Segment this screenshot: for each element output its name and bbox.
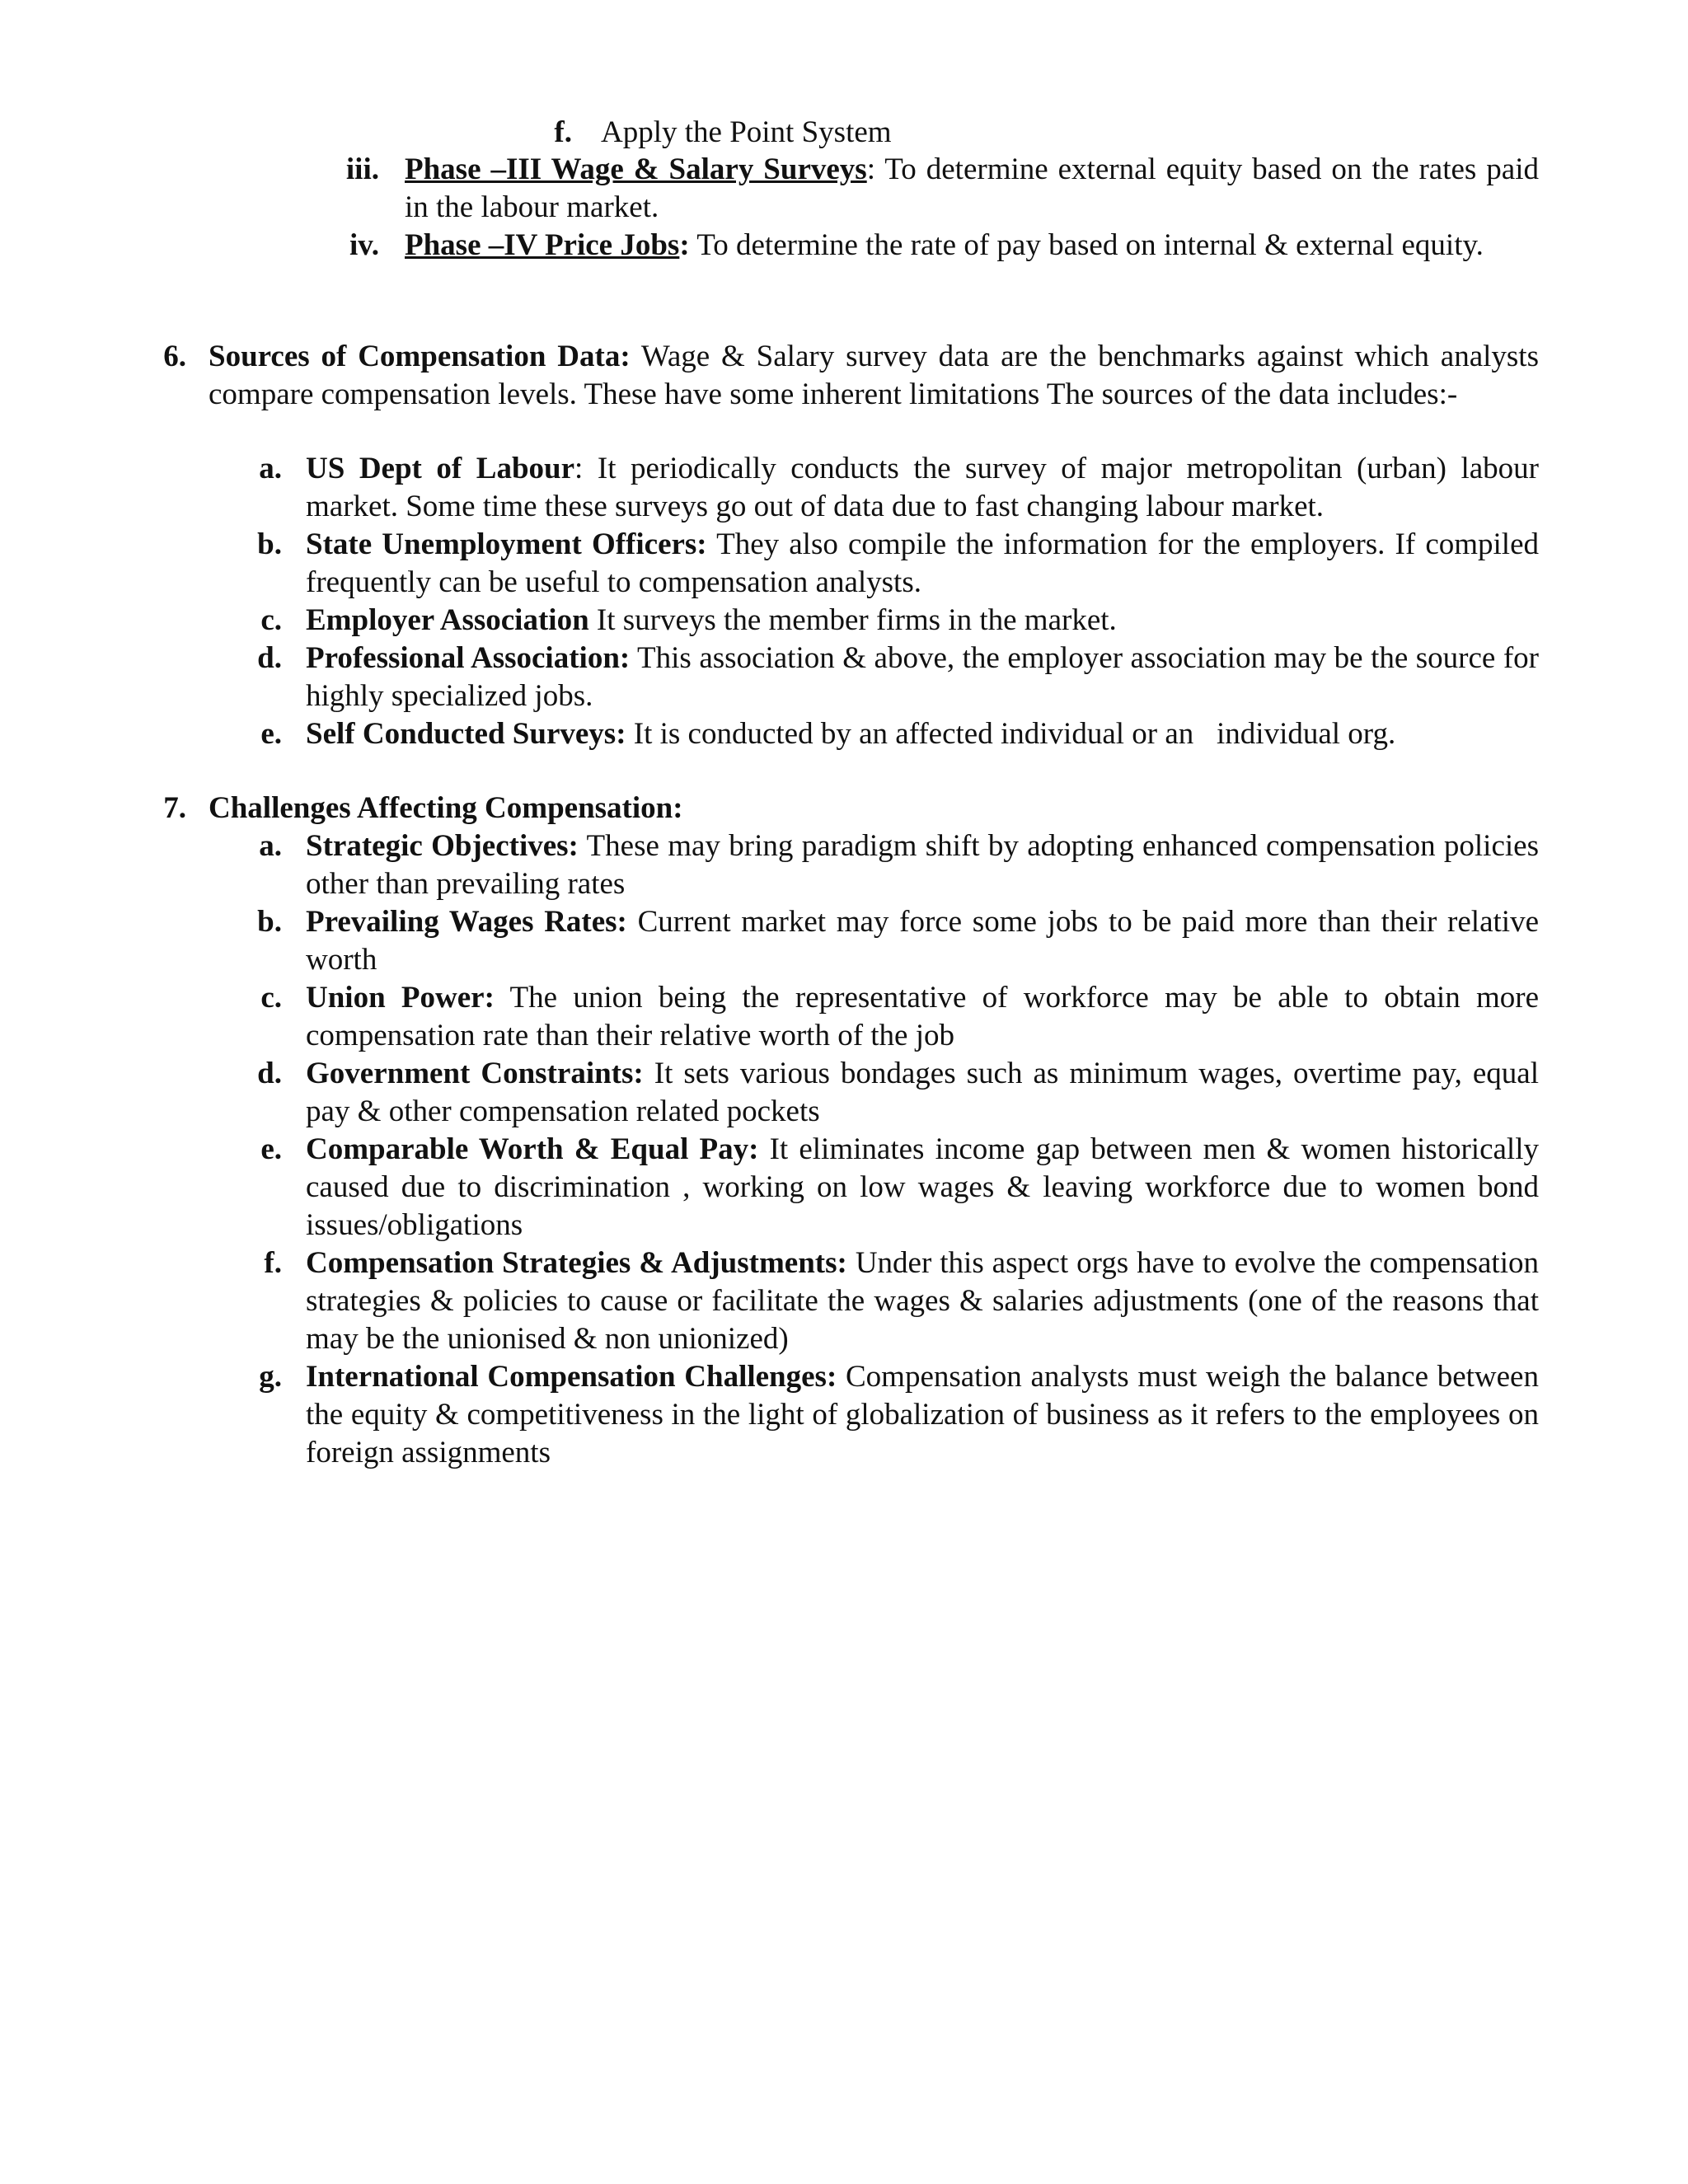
list-marker: b.	[257, 527, 282, 561]
item-term: Union Power:	[306, 981, 495, 1015]
list-marker: f.	[554, 115, 572, 149]
item-text: This association & above, the employer association may be the source for highly specialized jobs.	[306, 641, 1539, 713]
list-marker: b.	[257, 905, 282, 939]
list-marker: a.	[259, 829, 282, 863]
section-number: 6.	[163, 340, 186, 373]
item-term: Government Constraints:	[306, 1057, 644, 1090]
item-term: Self Conducted Surveys:	[306, 717, 626, 751]
list-item-body	[306, 602, 1539, 640]
item-term: International Compensation Challenges:	[306, 1360, 837, 1394]
item-term: Comparable Worth & Equal Pay:	[306, 1132, 759, 1166]
list-marker: iii.	[345, 152, 379, 186]
item-term: Compensation Strategies & Adjustments:	[306, 1246, 847, 1280]
list-marker: d.	[257, 641, 282, 675]
item-text: It eliminates income gap between men & women historically caused due to discrimination , working on low wages & leaving workforce due to women bond issues/obligations	[306, 1132, 1539, 1242]
section-number: 7.	[163, 791, 186, 825]
item-text: : It periodically conducts the survey of major metropolitan (urban) labour market. Some time these surveys go out of data due to fast changing labour market.	[306, 452, 1539, 523]
list-item-body	[306, 1244, 1539, 1358]
list-item-body	[306, 526, 1539, 602]
list-item-body	[405, 151, 1539, 227]
section-intro	[209, 338, 1539, 414]
item-text: Under this aspect orgs have to evolve the compensation strategies & policies to cause or facilitate the wages & salaries adjustments (one of the reasons that may be the unionised & non unionized)	[306, 1246, 1539, 1356]
item-text: These may bring paradigm shift by adopting enhanced compensation policies other than prevailing rates	[306, 829, 1539, 901]
item-text: Compensation analysts must weigh the balance between the equity & competitiveness in the light of globalization of business as it refers to the employees on foreign assignments	[306, 1360, 1539, 1469]
item-text: It is conducted by an affected individual or an individual org.	[626, 717, 1396, 751]
list-item-body	[306, 715, 1539, 753]
list-item-body	[306, 1055, 1539, 1131]
section-heading-line	[209, 790, 1539, 827]
item-term: Professional Association:	[306, 641, 631, 675]
item-term: Strategic Objectives:	[306, 829, 579, 863]
list-marker: c.	[260, 603, 282, 637]
phase-description: : To determine external equity based on the rates paid in the labour market.	[405, 152, 1539, 224]
item-text: It surveys the member firms in the market.	[588, 603, 1117, 637]
item-text: They also compile the information for the employers. If compiled frequently can be useful to compensation analysts.	[306, 527, 1540, 599]
item-text: The union being the representative of workforce may be able to obtain more compensation rate than their relative worth of the job	[306, 981, 1539, 1052]
list-marker: f.	[264, 1246, 282, 1280]
item-text: It sets various bondages such as minimum wages, overtime pay, equal pay & other compensation related pockets	[306, 1057, 1539, 1128]
phase-separator: :	[679, 228, 690, 262]
list-item-phase-iv	[0, 227, 1688, 302]
list-item-body	[306, 450, 1539, 526]
list-item-text: Apply the Point System	[601, 115, 892, 149]
list-marker: c.	[260, 981, 282, 1015]
list-item-body	[306, 1131, 1539, 1244]
list-item-body	[306, 979, 1539, 1055]
phase-description: To determine the rate of pay based on internal & external equity.	[689, 228, 1484, 262]
item-term: Prevailing Wages Rates:	[306, 905, 627, 939]
list-marker: a.	[259, 452, 282, 485]
list-marker: iv.	[349, 228, 379, 262]
list-marker: e.	[260, 1132, 282, 1166]
list-item-body	[306, 827, 1539, 903]
item-text: Current market may force some jobs to be paid more than their relative worth	[306, 905, 1539, 977]
section-intro-text: Wage & Salary survey data are the benchmarks against which analysts compare compensation levels. These have some inherent limitations The sources of the data includes:-	[209, 340, 1539, 411]
item-term: US Dept of Labour	[306, 452, 575, 485]
list-item-phase-iii	[0, 151, 1688, 227]
list-item-body	[306, 640, 1539, 715]
item-term: State Unemployment Officers:	[306, 527, 707, 561]
section-heading: Challenges Affecting Compensation:	[209, 791, 683, 825]
list-item-body	[306, 1358, 1539, 1472]
list-marker: e.	[260, 717, 282, 751]
section-heading: Sources of Compensation Data:	[209, 340, 631, 373]
list-marker: g.	[259, 1360, 282, 1394]
list-item-point-system	[0, 114, 1688, 152]
list-item-body	[405, 227, 1539, 265]
item-term: Employer Association	[306, 603, 589, 637]
list-marker: d.	[257, 1057, 282, 1090]
phase-title: Phase –III Wage & Salary Surveys	[405, 152, 867, 186]
list-item-body	[306, 903, 1539, 979]
phase-title: Phase –IV Price Jobs	[405, 228, 680, 262]
